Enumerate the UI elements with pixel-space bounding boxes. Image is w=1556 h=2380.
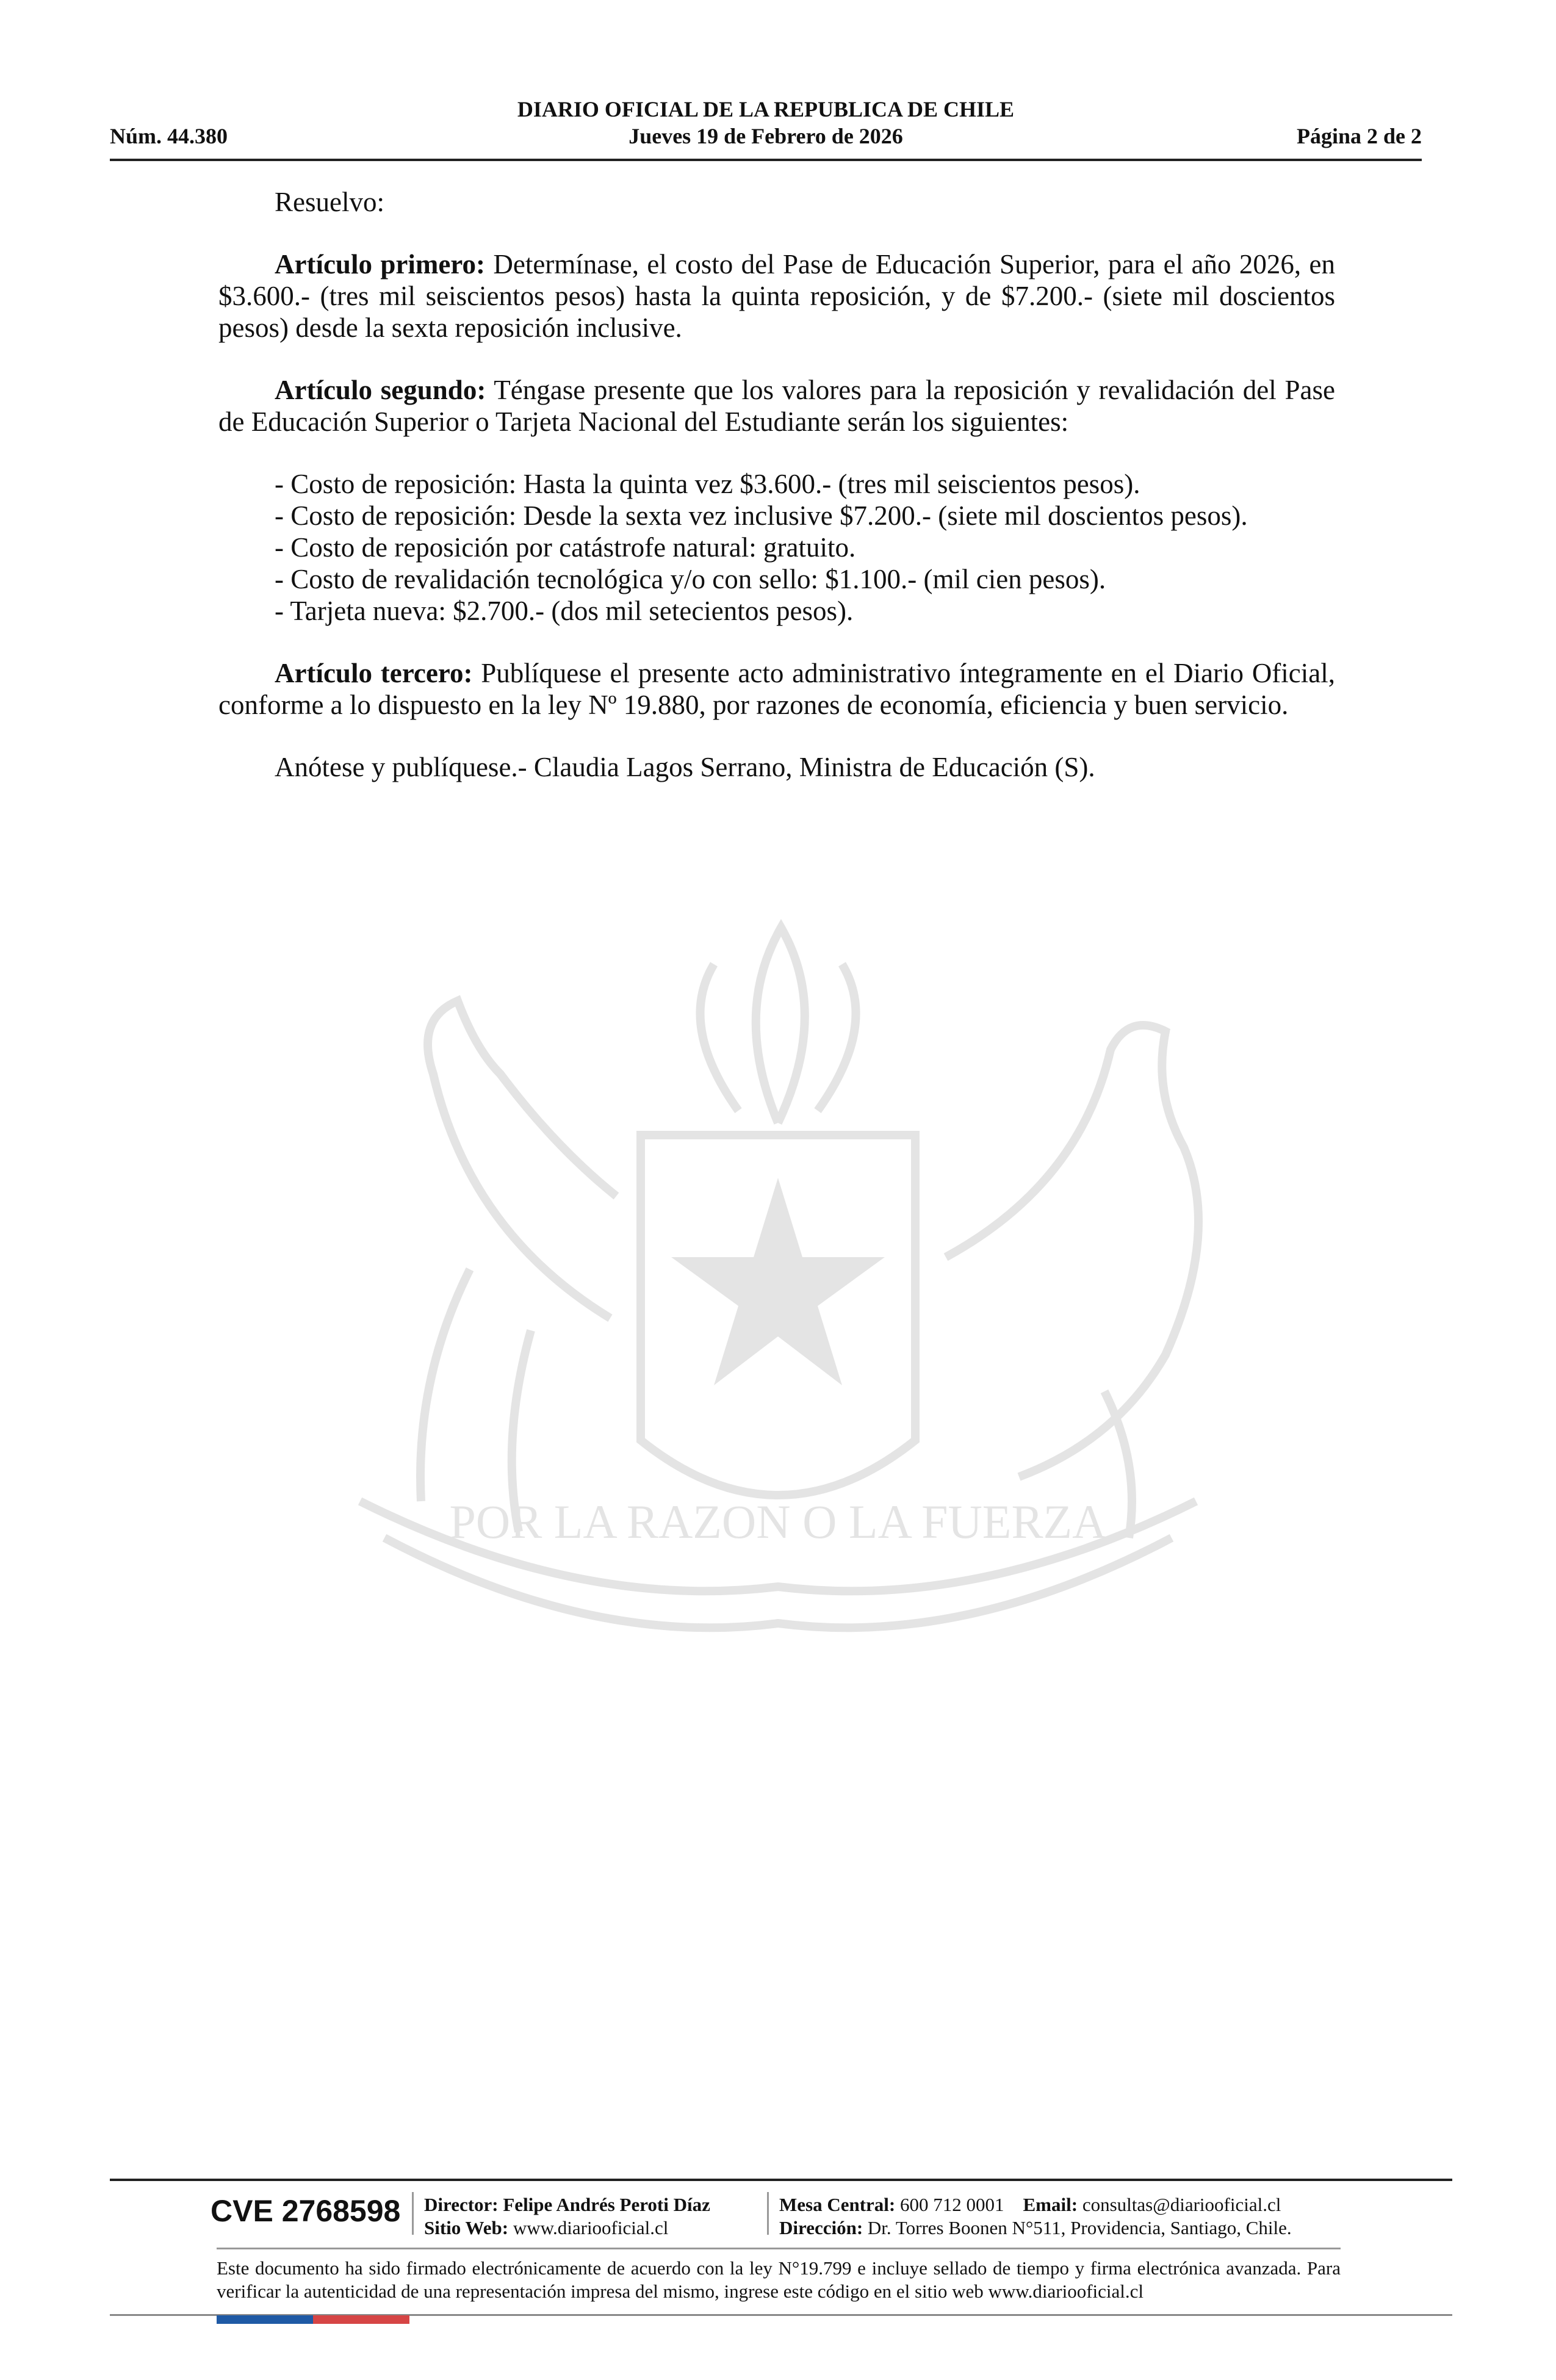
resuelvo-heading: Resuelvo: bbox=[275, 187, 384, 217]
article-third bbox=[218, 657, 1335, 721]
email-link[interactable]: consultas@diariooficial.cl bbox=[1078, 2194, 1281, 2215]
address-value: Dr. Torres Boonen N°511, Providencia, Santiago, Chile. bbox=[863, 2217, 1292, 2238]
footer-divider bbox=[110, 2179, 1452, 2181]
address-label: Dirección: bbox=[779, 2217, 863, 2238]
article-first-text: Determínase, el costo del Pase de Educación Superior, para el año 2026, en $3.600.- (tres mil seiscientos pesos) hasta la quinta reposición, y de $7.200.- (siete mil doscientos pesos) desde la sexta reposición inclusive. bbox=[218, 249, 1335, 343]
document-body bbox=[218, 186, 1335, 813]
email-label: Email: bbox=[1023, 2194, 1078, 2215]
website-link[interactable]: www.diariooficial.cl bbox=[508, 2217, 669, 2238]
article-first bbox=[218, 248, 1335, 344]
list-item: - Costo de reposición por catástrofe natural: gratuito. bbox=[275, 532, 856, 563]
footer-separator bbox=[767, 2192, 769, 2235]
article-third-text: Publíquese el presente acto administrativo íntegramente en el Diario Oficial, conforme a lo dispuesto en la ley Nº 19.880, por razones de economía, eficiencia y buen servicio. bbox=[218, 658, 1335, 720]
newspaper-title: DIARIO OFICIAL DE LA REPUBLICA DE CHILE bbox=[517, 97, 1015, 121]
cve-code: CVE 2768598 bbox=[211, 2194, 401, 2228]
article-first-label: Artículo primero: bbox=[275, 249, 485, 279]
flag-stripe-blue bbox=[217, 2315, 313, 2324]
article-second bbox=[218, 374, 1335, 438]
closing-signature: Anótese y publíquese.- Claudia Lagos Serrano, Ministra de Educación (S). bbox=[275, 752, 1095, 782]
director-label: Director: bbox=[424, 2194, 499, 2215]
article-second-text: Téngase presente que los valores para la reposición y revalidación del Pase de Educación Superior o Tarjeta Nacional del Estudiante serán los siguientes: bbox=[218, 375, 1335, 437]
article-third-label: Artículo tercero: bbox=[275, 658, 473, 688]
phone-label: Mesa Central: bbox=[779, 2194, 896, 2215]
article-second-label: Artículo segundo: bbox=[275, 375, 486, 405]
footer-contact-block bbox=[779, 2193, 1292, 2240]
list-item: - Costo de reposición: Hasta la quinta vez $3.600.- (tres mil seiscientos pesos). bbox=[275, 469, 1140, 499]
cost-list bbox=[275, 468, 1335, 627]
issue-number: Núm. 44.380 bbox=[110, 124, 228, 148]
phone-value: 600 712 0001 bbox=[895, 2194, 1004, 2215]
footer-separator bbox=[412, 2192, 414, 2235]
director-name: Felipe Andrés Peroti Díaz bbox=[498, 2194, 710, 2215]
issue-date: Jueves 19 de Febrero de 2026 bbox=[629, 124, 903, 148]
legal-notice: Este documento ha sido firmado electrónicamente de acuerdo con la ley N°19.799 e incluye sellado de tiempo y firma electrónica avanzada. Para verificar la autenticidad de una representación impresa del mismo, ingrese este código en el sitio web www.diariooficial.cl bbox=[217, 2257, 1341, 2302]
coat-of-arms-motto: POR LA RAZON O LA FUERZA bbox=[449, 1495, 1107, 1548]
website-label: Sitio Web: bbox=[424, 2217, 509, 2238]
chile-coat-of-arms-icon bbox=[214, 891, 1342, 1678]
list-item: - Costo de reposición: Desde la sexta vez inclusive $7.200.- (siete mil doscientos pesos). bbox=[275, 500, 1248, 531]
list-item: - Tarjeta nueva: $2.700.- (dos mil setecientos pesos). bbox=[275, 596, 854, 626]
footer-rule bbox=[217, 2248, 1341, 2249]
page-number: Página 2 de 2 bbox=[1296, 124, 1422, 148]
page-header bbox=[110, 92, 1422, 161]
list-item: - Costo de revalidación tecnológica y/o con sello: $1.100.- (mil cien pesos). bbox=[275, 564, 1106, 594]
flag-stripe-red bbox=[313, 2315, 409, 2324]
footer-director-block bbox=[424, 2193, 710, 2240]
